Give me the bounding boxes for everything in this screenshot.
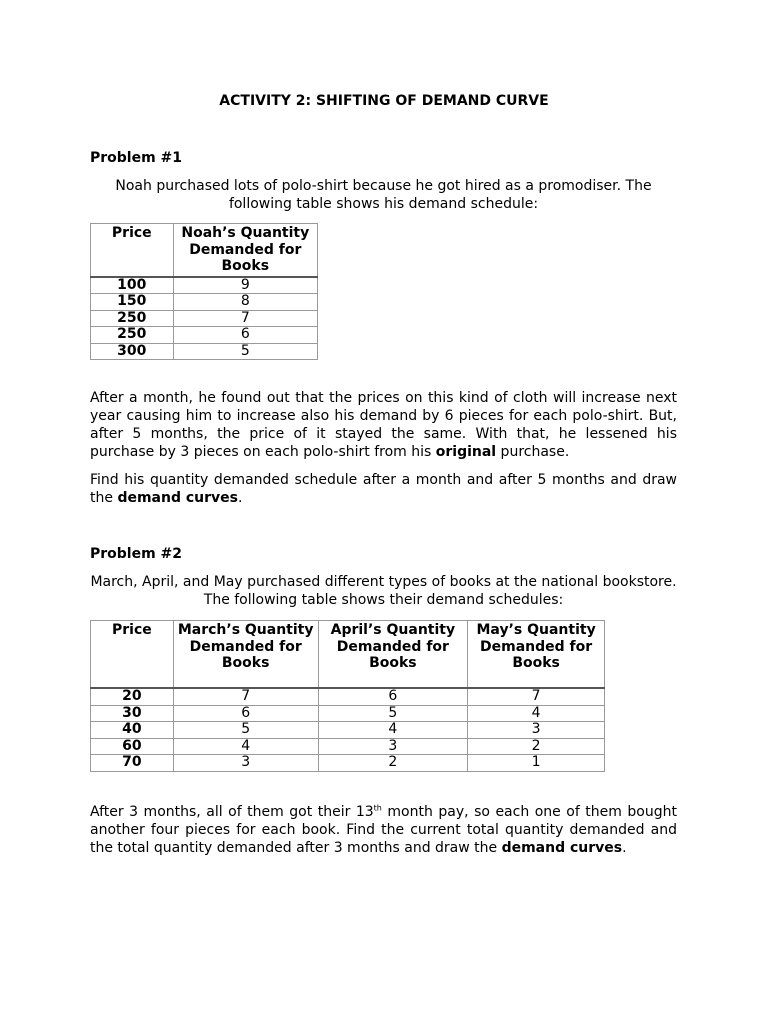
column-header-price: Price [91,224,174,277]
april-cell: 3 [318,738,468,755]
table-row [91,294,318,311]
paragraph-text-end: . [622,840,627,856]
problem-2-intro: March, April, and May purchased different types of books at the national bookstore. The following table shows their demand schedules: [90,574,677,608]
page-title: ACTIVITY 2: SHIFTING OF DEMAND CURVE [219,93,549,109]
emphasis-original: original [435,444,497,460]
table-header-row [91,224,318,277]
price-cell: 60 [91,738,174,755]
problem-1-paragraph-2 [90,471,677,507]
table-row [91,327,318,344]
paragraph-text: month pay, so each one of them bought another four pieces for each book. Find the current total quantity demanded and the total quantity demanded after 3 months and draw the [90,804,677,856]
paragraph-text: After a month, he found out that the prices on this kind of cloth will increase next year causing him to increase also his demand by 6 pieces for each polo-shirt. But, after 5 months, the price of it stayed the same. With that, he lessened his purchase by 3 pieces on each polo-shirt from his [90,390,677,460]
march-cell: 5 [173,722,318,739]
march-cell: 3 [173,755,318,772]
quantity-cell: 5 [173,343,317,360]
problem-2-paragraph-1 [90,803,677,857]
column-header-may-quantity: May’s Quantity Demanded for Books [468,621,605,689]
table-row [91,277,318,294]
price-cell: 30 [91,705,174,722]
table-row [91,343,318,360]
table-header-row [91,621,605,689]
problem-2-table [90,620,605,772]
problem-1-paragraph-1 [90,389,677,461]
ordinal-superscript: th [373,803,382,813]
quantity-cell: 9 [173,277,317,294]
column-header-price: Price [91,621,174,689]
column-header-april-quantity: April’s Quantity Demanded for Books [318,621,468,689]
price-cell: 70 [91,755,174,772]
march-cell: 6 [173,705,318,722]
quantity-cell: 7 [173,310,317,327]
price-cell: 250 [91,310,174,327]
april-cell: 6 [318,688,468,705]
paragraph-text-end: . [237,490,243,506]
march-cell: 4 [173,738,318,755]
paragraph-text-end: purchase. [496,444,570,460]
emphasis-demand-curves: demand curves [501,840,623,856]
table-row [91,688,605,705]
problem-2-heading: Problem #2 [90,546,183,562]
table-row [91,738,605,755]
may-cell: 7 [468,688,605,705]
emphasis-demand-curves: demand curves [117,490,238,506]
price-cell: 20 [91,688,174,705]
may-cell: 1 [468,755,605,772]
table-row [91,705,605,722]
price-cell: 300 [91,343,174,360]
april-cell: 4 [318,722,468,739]
table-row [91,722,605,739]
april-cell: 2 [318,755,468,772]
may-cell: 2 [468,738,605,755]
quantity-cell: 6 [173,327,317,344]
problem-1-heading: Problem #1 [90,150,183,166]
price-cell: 100 [91,277,174,294]
march-cell: 7 [173,688,318,705]
may-cell: 3 [468,722,605,739]
paragraph-text: Find his quantity demanded schedule after a month and after 5 months and draw the [90,472,677,506]
paragraph-text-start: After 3 months, all of them got their 13 [90,804,374,820]
problem-1-intro: Noah purchased lots of polo-shirt because he got hired as a promodiser. The following table shows his demand schedule: [115,178,652,212]
april-cell: 5 [318,705,468,722]
table-row [91,755,605,772]
may-cell: 4 [468,705,605,722]
table-row [91,310,318,327]
problem-1-table [90,223,318,360]
price-cell: 40 [91,722,174,739]
column-header-noah-quantity: Noah’s Quantity Demanded for Books [173,224,317,277]
price-cell: 150 [91,294,174,311]
price-cell: 250 [91,327,174,344]
quantity-cell: 8 [173,294,317,311]
column-header-march-quantity: March’s Quantity Demanded for Books [173,621,318,689]
